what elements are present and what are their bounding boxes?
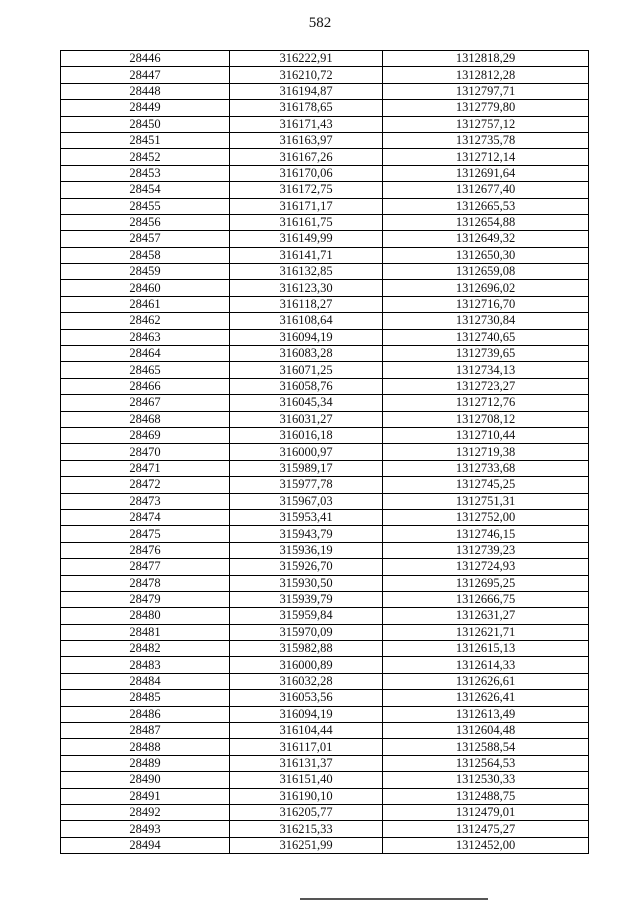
x-coordinate-cell: 316117,01 (230, 739, 383, 755)
y-coordinate-cell: 1312739,23 (383, 542, 589, 558)
x-coordinate-cell: 316172,75 (230, 182, 383, 198)
y-coordinate-cell: 1312724,93 (383, 559, 589, 575)
x-coordinate-cell: 316171,43 (230, 116, 383, 132)
x-coordinate-cell: 316032,28 (230, 673, 383, 689)
point-number-cell: 28467 (61, 395, 230, 411)
point-number-cell: 28479 (61, 591, 230, 607)
point-number-cell: 28448 (61, 83, 230, 99)
x-coordinate-cell: 315939,79 (230, 591, 383, 607)
table-row (61, 624, 589, 640)
y-coordinate-cell: 1312735,78 (383, 132, 589, 148)
point-number-cell: 28493 (61, 821, 230, 837)
y-coordinate-cell: 1312475,27 (383, 821, 589, 837)
point-number-cell: 28483 (61, 657, 230, 673)
x-coordinate-cell: 316123,30 (230, 280, 383, 296)
point-number-cell: 28492 (61, 804, 230, 820)
table-row (61, 788, 589, 804)
table-row (61, 542, 589, 558)
x-coordinate-cell: 315930,50 (230, 575, 383, 591)
y-coordinate-cell: 1312588,54 (383, 739, 589, 755)
y-coordinate-cell: 1312752,00 (383, 509, 589, 525)
y-coordinate-cell: 1312615,13 (383, 641, 589, 657)
point-number-cell: 28450 (61, 116, 230, 132)
table-row (61, 362, 589, 378)
point-number-cell: 28446 (61, 51, 230, 67)
point-number-cell: 28458 (61, 247, 230, 263)
point-number-cell: 28453 (61, 165, 230, 181)
table-row (61, 100, 589, 116)
point-number-cell: 28494 (61, 837, 230, 853)
y-coordinate-cell: 1312666,75 (383, 591, 589, 607)
x-coordinate-cell: 316031,27 (230, 411, 383, 427)
point-number-cell: 28490 (61, 772, 230, 788)
x-coordinate-cell: 316118,27 (230, 296, 383, 312)
y-coordinate-cell: 1312626,61 (383, 673, 589, 689)
point-number-cell: 28451 (61, 132, 230, 148)
point-number-cell: 28477 (61, 559, 230, 575)
x-coordinate-cell: 316171,17 (230, 198, 383, 214)
y-coordinate-cell: 1312740,65 (383, 329, 589, 345)
x-coordinate-cell: 315959,84 (230, 608, 383, 624)
y-coordinate-cell: 1312452,00 (383, 837, 589, 853)
x-coordinate-cell: 316178,65 (230, 100, 383, 116)
x-coordinate-cell: 316141,71 (230, 247, 383, 263)
table-row (61, 772, 589, 788)
y-coordinate-cell: 1312710,44 (383, 427, 589, 443)
point-number-cell: 28469 (61, 427, 230, 443)
y-coordinate-cell: 1312745,25 (383, 477, 589, 493)
table-row (61, 67, 589, 83)
y-coordinate-cell: 1312757,12 (383, 116, 589, 132)
y-coordinate-cell: 1312479,01 (383, 804, 589, 820)
point-number-cell: 28464 (61, 346, 230, 362)
point-number-cell: 28470 (61, 444, 230, 460)
table-row (61, 690, 589, 706)
table-row (61, 657, 589, 673)
point-number-cell: 28481 (61, 624, 230, 640)
y-coordinate-cell: 1312696,02 (383, 280, 589, 296)
table-row (61, 427, 589, 443)
y-coordinate-cell: 1312779,80 (383, 100, 589, 116)
y-coordinate-cell: 1312614,33 (383, 657, 589, 673)
point-number-cell: 28449 (61, 100, 230, 116)
point-number-cell: 28476 (61, 542, 230, 558)
y-coordinate-cell: 1312659,08 (383, 264, 589, 280)
point-number-cell: 28468 (61, 411, 230, 427)
point-number-cell: 28478 (61, 575, 230, 591)
y-coordinate-cell: 1312746,15 (383, 526, 589, 542)
table-row (61, 149, 589, 165)
table-row (61, 182, 589, 198)
x-coordinate-cell: 316083,28 (230, 346, 383, 362)
table-row (61, 83, 589, 99)
x-coordinate-cell: 315970,09 (230, 624, 383, 640)
point-number-cell: 28456 (61, 214, 230, 230)
x-coordinate-cell: 316205,77 (230, 804, 383, 820)
table-row (61, 132, 589, 148)
table-row (61, 280, 589, 296)
y-coordinate-cell: 1312723,27 (383, 378, 589, 394)
x-coordinate-cell: 316045,34 (230, 395, 383, 411)
table-row (61, 460, 589, 476)
x-coordinate-cell: 315936,19 (230, 542, 383, 558)
table-row (61, 559, 589, 575)
x-coordinate-cell: 315967,03 (230, 493, 383, 509)
table-row (61, 477, 589, 493)
y-coordinate-cell: 1312631,27 (383, 608, 589, 624)
point-number-cell: 28457 (61, 231, 230, 247)
table-row (61, 673, 589, 689)
y-coordinate-cell: 1312730,84 (383, 313, 589, 329)
y-coordinate-cell: 1312621,71 (383, 624, 589, 640)
bottom-edge-mark (300, 898, 488, 900)
point-number-cell: 28489 (61, 755, 230, 771)
x-coordinate-cell: 316016,18 (230, 427, 383, 443)
coordinates-table-body (61, 51, 589, 854)
y-coordinate-cell: 1312691,64 (383, 165, 589, 181)
point-number-cell: 28455 (61, 198, 230, 214)
table-row (61, 723, 589, 739)
table-row (61, 198, 589, 214)
table-row (61, 755, 589, 771)
table-row (61, 395, 589, 411)
x-coordinate-cell: 316210,72 (230, 67, 383, 83)
point-number-cell: 28484 (61, 673, 230, 689)
point-number-cell: 28472 (61, 477, 230, 493)
x-coordinate-cell: 316215,33 (230, 821, 383, 837)
table-row (61, 329, 589, 345)
table-row (61, 739, 589, 755)
y-coordinate-cell: 1312488,75 (383, 788, 589, 804)
y-coordinate-cell: 1312739,65 (383, 346, 589, 362)
table-row (61, 444, 589, 460)
x-coordinate-cell: 316163,97 (230, 132, 383, 148)
x-coordinate-cell: 316071,25 (230, 362, 383, 378)
y-coordinate-cell: 1312733,68 (383, 460, 589, 476)
point-number-cell: 28463 (61, 329, 230, 345)
y-coordinate-cell: 1312564,53 (383, 755, 589, 771)
x-coordinate-cell: 316151,40 (230, 772, 383, 788)
point-number-cell: 28465 (61, 362, 230, 378)
y-coordinate-cell: 1312818,29 (383, 51, 589, 67)
x-coordinate-cell: 316194,87 (230, 83, 383, 99)
y-coordinate-cell: 1312654,88 (383, 214, 589, 230)
x-coordinate-cell: 316131,37 (230, 755, 383, 771)
table-row (61, 493, 589, 509)
point-number-cell: 28452 (61, 149, 230, 165)
x-coordinate-cell: 316094,19 (230, 706, 383, 722)
point-number-cell: 28487 (61, 723, 230, 739)
point-number-cell: 28485 (61, 690, 230, 706)
y-coordinate-cell: 1312695,25 (383, 575, 589, 591)
y-coordinate-cell: 1312708,12 (383, 411, 589, 427)
x-coordinate-cell: 316251,99 (230, 837, 383, 853)
y-coordinate-cell: 1312677,40 (383, 182, 589, 198)
x-coordinate-cell: 316222,91 (230, 51, 383, 67)
y-coordinate-cell: 1312530,33 (383, 772, 589, 788)
table-row (61, 821, 589, 837)
x-coordinate-cell: 316149,99 (230, 231, 383, 247)
table-row (61, 378, 589, 394)
y-coordinate-cell: 1312719,38 (383, 444, 589, 460)
x-coordinate-cell: 316108,64 (230, 313, 383, 329)
table-row (61, 264, 589, 280)
table-row (61, 591, 589, 607)
point-number-cell: 28480 (61, 608, 230, 624)
y-coordinate-cell: 1312712,76 (383, 395, 589, 411)
point-number-cell: 28471 (61, 460, 230, 476)
point-number-cell: 28486 (61, 706, 230, 722)
point-number-cell: 28461 (61, 296, 230, 312)
point-number-cell: 28488 (61, 739, 230, 755)
x-coordinate-cell: 315977,78 (230, 477, 383, 493)
point-number-cell: 28454 (61, 182, 230, 198)
table-row (61, 247, 589, 263)
coordinates-table (60, 50, 589, 854)
x-coordinate-cell: 316094,19 (230, 329, 383, 345)
table-row (61, 411, 589, 427)
table-row (61, 804, 589, 820)
table-row (61, 116, 589, 132)
y-coordinate-cell: 1312665,53 (383, 198, 589, 214)
y-coordinate-cell: 1312712,14 (383, 149, 589, 165)
x-coordinate-cell: 316132,85 (230, 264, 383, 280)
table-row (61, 231, 589, 247)
point-number-cell: 28460 (61, 280, 230, 296)
table-row (61, 51, 589, 67)
table-row (61, 837, 589, 853)
y-coordinate-cell: 1312797,71 (383, 83, 589, 99)
x-coordinate-cell: 316170,06 (230, 165, 383, 181)
table-row (61, 509, 589, 525)
x-coordinate-cell: 316058,76 (230, 378, 383, 394)
x-coordinate-cell: 316000,89 (230, 657, 383, 673)
table-row (61, 575, 589, 591)
table-row (61, 296, 589, 312)
table-row (61, 346, 589, 362)
y-coordinate-cell: 1312734,13 (383, 362, 589, 378)
x-coordinate-cell: 316161,75 (230, 214, 383, 230)
point-number-cell: 28459 (61, 264, 230, 280)
x-coordinate-cell: 316104,44 (230, 723, 383, 739)
point-number-cell: 28491 (61, 788, 230, 804)
y-coordinate-cell: 1312613,49 (383, 706, 589, 722)
page-number: 582 (308, 15, 332, 31)
x-coordinate-cell: 315982,88 (230, 641, 383, 657)
x-coordinate-cell: 315989,17 (230, 460, 383, 476)
y-coordinate-cell: 1312626,41 (383, 690, 589, 706)
point-number-cell: 28462 (61, 313, 230, 329)
y-coordinate-cell: 1312604,48 (383, 723, 589, 739)
x-coordinate-cell: 315943,79 (230, 526, 383, 542)
table-row (61, 214, 589, 230)
point-number-cell: 28482 (61, 641, 230, 657)
x-coordinate-cell: 315926,70 (230, 559, 383, 575)
point-number-cell: 28475 (61, 526, 230, 542)
x-coordinate-cell: 316000,97 (230, 444, 383, 460)
x-coordinate-cell: 315953,41 (230, 509, 383, 525)
table-row (61, 165, 589, 181)
point-number-cell: 28447 (61, 67, 230, 83)
table-row (61, 608, 589, 624)
y-coordinate-cell: 1312751,31 (383, 493, 589, 509)
point-number-cell: 28466 (61, 378, 230, 394)
y-coordinate-cell: 1312716,70 (383, 296, 589, 312)
table-row (61, 526, 589, 542)
x-coordinate-cell: 316190,10 (230, 788, 383, 804)
y-coordinate-cell: 1312650,30 (383, 247, 589, 263)
table-row (61, 641, 589, 657)
table-row (61, 706, 589, 722)
table-row (61, 313, 589, 329)
point-number-cell: 28474 (61, 509, 230, 525)
y-coordinate-cell: 1312649,32 (383, 231, 589, 247)
x-coordinate-cell: 316053,56 (230, 690, 383, 706)
point-number-cell: 28473 (61, 493, 230, 509)
x-coordinate-cell: 316167,26 (230, 149, 383, 165)
y-coordinate-cell: 1312812,28 (383, 67, 589, 83)
